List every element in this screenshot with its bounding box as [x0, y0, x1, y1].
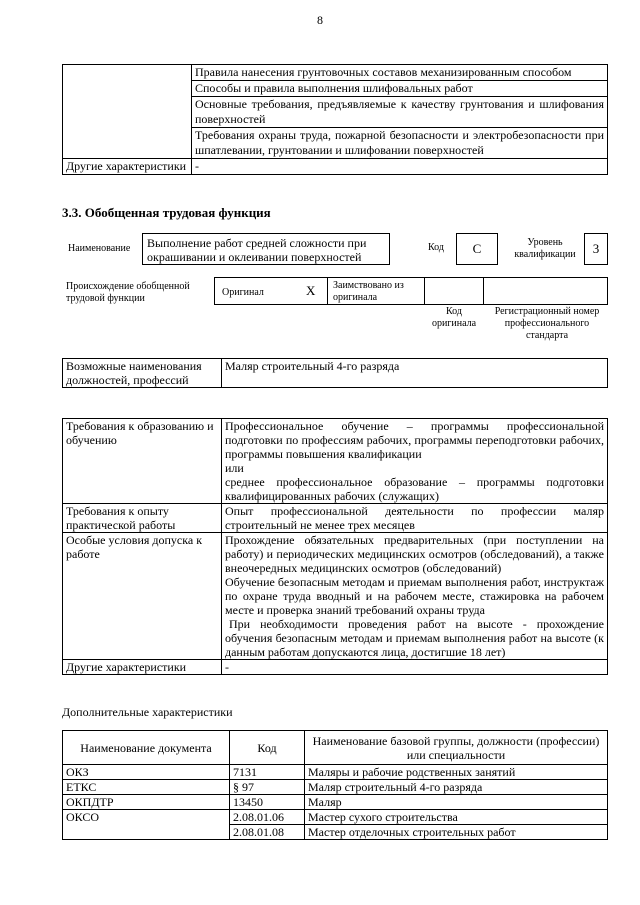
education-or: или	[225, 461, 244, 475]
code-cell: § 97	[230, 780, 305, 795]
conditions-paragraph: Прохождение обязательных предварительных (при поступлении на работу) и периодических медицинских осмотров (обследований), а также внеочередных медицинских осмотров (обследований)	[225, 533, 604, 575]
code-cell: 2.08.01.08	[230, 825, 305, 840]
education-paragraph: среднее профессиональное образование – программы подготовки квалифицированных рабочих (служащих)	[225, 475, 604, 503]
other-characteristics-label: Другие характеристики	[63, 660, 222, 675]
requirements-table	[62, 418, 608, 675]
header-code: Код	[230, 731, 305, 765]
other-characteristics-label: Другие характеристики	[63, 159, 192, 175]
knowledge-row: Требования охраны труда, пожарной безопасности и электробезопасности при шпатлевании, грунтовании и шлифовании поверхностей	[192, 128, 608, 159]
original-mark: X	[306, 283, 316, 298]
knowledge-row: Правила нанесения грунтовочных составов механизированным способом	[192, 65, 608, 81]
positions-table	[62, 358, 608, 388]
code-label: Код	[428, 242, 444, 253]
original-label: Оригинал	[222, 287, 264, 298]
code-cell: 7131	[230, 765, 305, 780]
function-name-box: Выполнение работ средней сложности при окрашивании и оклеивании поверхностей	[142, 233, 390, 265]
additional-title: Дополнительные характеристики	[62, 705, 233, 719]
reg-number-caption: Регистрационный номер профессионального стандарта	[494, 306, 600, 341]
knowledge-table	[62, 64, 608, 175]
code-cell: 2.08.01.06	[230, 810, 305, 825]
page-number: 8	[317, 13, 323, 27]
doc-cell: ОКСО	[63, 810, 230, 840]
level-label: Уровень квалификации	[514, 237, 576, 260]
name-cell: Маляр	[305, 795, 608, 810]
name-cell: Маляры и рабочие родственных занятий	[305, 765, 608, 780]
conditions-paragraph: При необходимости проведения работ на высоте - прохождение обучения безопасным методам и приемам выполнения работ на высоте (к данным работам допускаются лица, достигшие 18 лет)	[225, 617, 604, 659]
positions-label: Возможные наименования должностей, профессий	[63, 359, 222, 388]
name-cell: Мастер отделочных строительных работ	[305, 825, 608, 840]
origin-code-box	[424, 277, 484, 305]
conditions-label: Особые условия допуска к работе	[63, 533, 222, 660]
doc-cell: ОКПДТР	[63, 795, 230, 810]
name-label: Наименование	[68, 243, 131, 254]
positions-value: Маляр строительный 4-го разряда	[222, 359, 608, 388]
other-characteristics-value: -	[222, 660, 608, 675]
name-cell: Маляр строительный 4-го разряда	[305, 780, 608, 795]
header-document: Наименование документа	[63, 731, 230, 765]
borrowed-label: Заимствовано из оригинала	[333, 280, 404, 303]
origin-label: Происхождение обобщенной трудовой функции	[66, 281, 190, 304]
name-cell: Мастер сухого строительства	[305, 810, 608, 825]
experience-value: Опыт профессиональной деятельности по профессии маляр строительный не менее трех месяцев	[222, 504, 608, 533]
education-paragraph: Профессиональное обучение – программы профессиональной подготовки по профессиям рабочих, программы переподготовки рабочих, программы повышения квалификации	[225, 419, 604, 461]
doc-cell: ОКЗ	[63, 765, 230, 780]
section-title: 3.3. Обобщенная трудовая функция	[62, 205, 271, 220]
additional-table	[62, 730, 608, 840]
reg-number-box	[483, 277, 608, 305]
level-box: 3	[584, 233, 608, 265]
doc-cell: ЕТКС	[63, 780, 230, 795]
knowledge-row: Основные требования, предъявляемые к качеству грунтования и шлифования поверхностей	[192, 97, 608, 128]
knowledge-row: Способы и правила выполнения шлифовальных работ	[192, 81, 608, 97]
code-cell: 13450	[230, 795, 305, 810]
conditions-paragraph: Обучение безопасным методам и приемам выполнения работ, инструктаж по охране труда вводный и на рабочем месте, стажировка на рабочем месте и проверка знаний требований охраны труда	[225, 575, 604, 617]
origin-code-caption: Код оригинала	[431, 306, 477, 329]
experience-label: Требования к опыту практической работы	[63, 504, 222, 533]
header-name: Наименование базовой группы, должности (профессии) или специальности	[305, 731, 608, 765]
empty-label-cell	[63, 65, 192, 159]
other-characteristics-value: -	[192, 159, 608, 175]
conditions-value	[222, 533, 608, 660]
education-value	[222, 419, 608, 504]
education-label: Требования к образованию и обучению	[63, 419, 222, 504]
code-box: C	[456, 233, 498, 265]
